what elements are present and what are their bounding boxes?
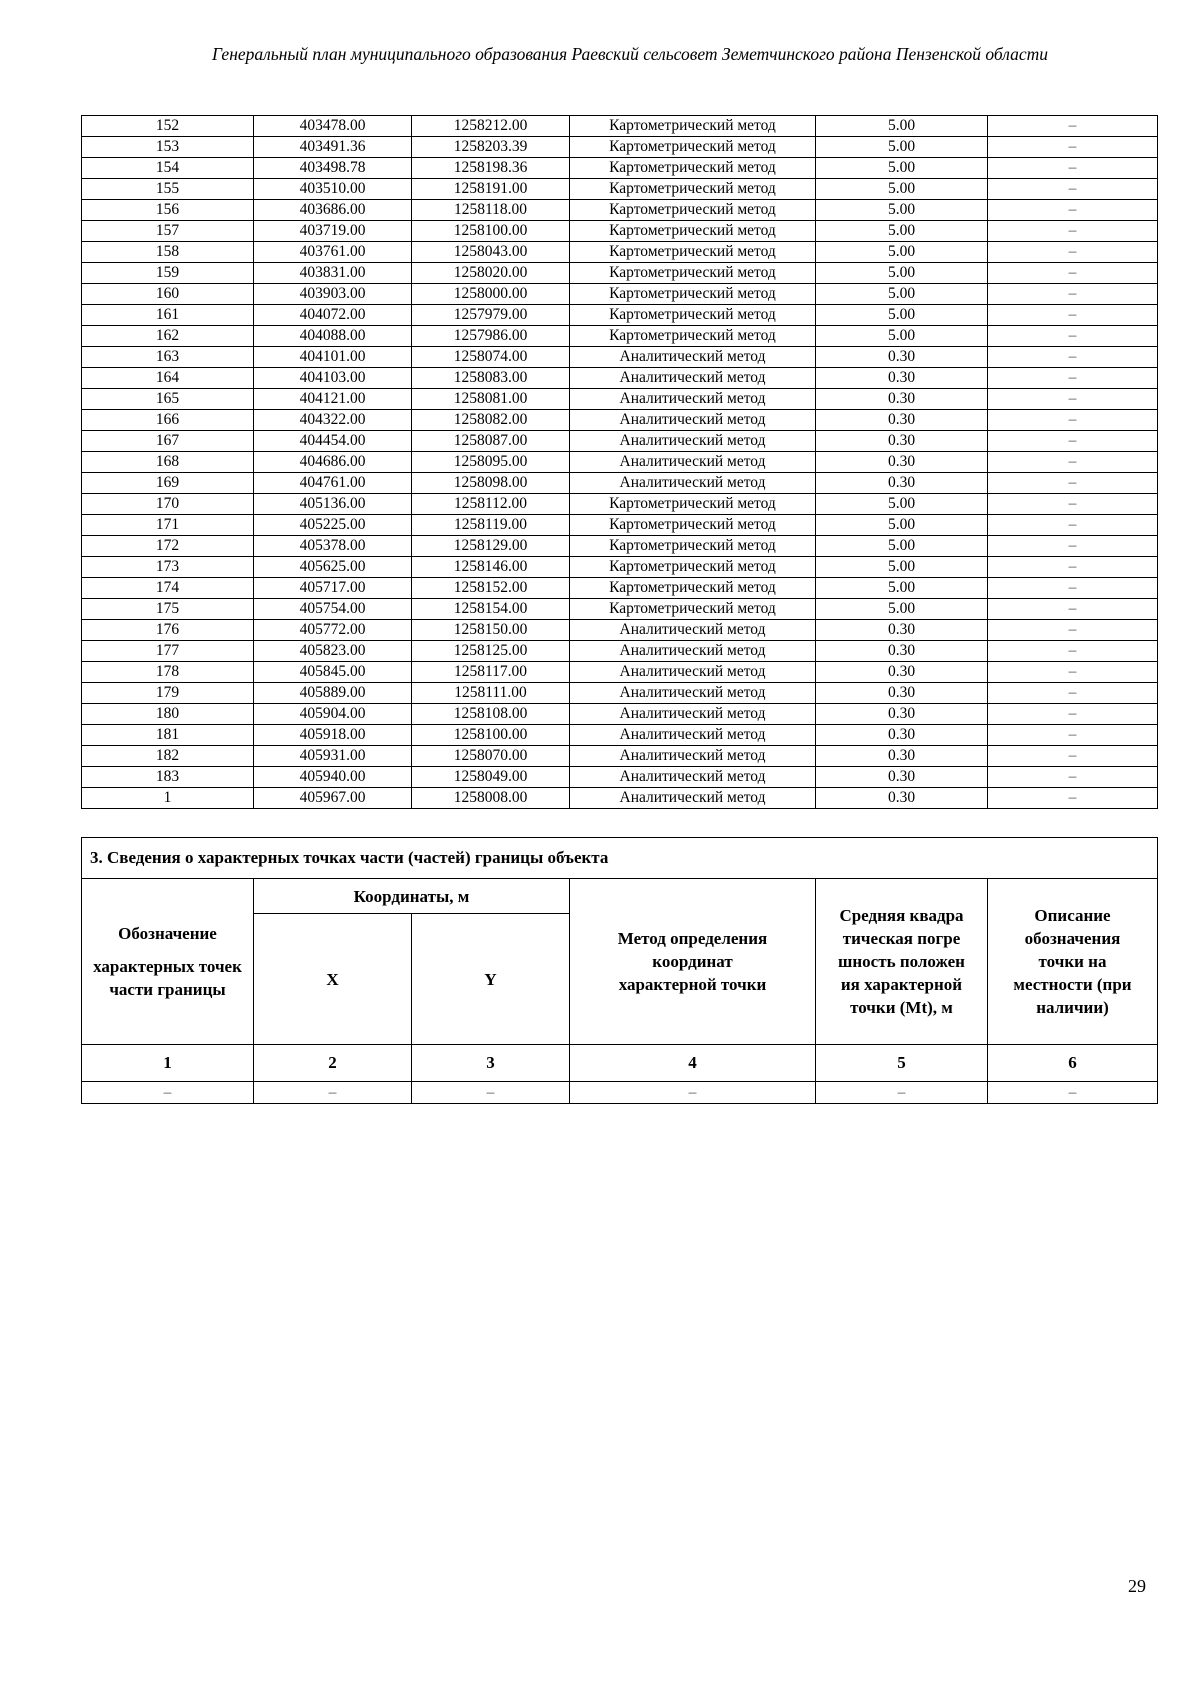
point-number-cell: 158 <box>82 242 254 263</box>
error-cell: 5.00 <box>816 599 988 620</box>
x-coordinate-cell: 403510.00 <box>254 179 412 200</box>
point-number-cell: 171 <box>82 515 254 536</box>
y-coordinate-cell: 1258198.36 <box>412 158 570 179</box>
table-row <box>82 242 1158 263</box>
description-cell: – <box>988 494 1158 515</box>
table-row <box>82 515 1158 536</box>
point-number-cell: 161 <box>82 305 254 326</box>
empty-cell: – <box>816 1082 988 1104</box>
y-coordinate-cell: 1258150.00 <box>412 620 570 641</box>
header-designation-line2: характерных точек части границы <box>93 957 242 999</box>
points-table-body <box>82 116 1158 809</box>
y-coordinate-cell: 1258154.00 <box>412 599 570 620</box>
point-number-cell: 181 <box>82 725 254 746</box>
document-header: Генеральный план муниципального образования Раевский сельсовет Земетчинского района Пензенской области <box>212 44 1048 64</box>
x-coordinate-cell: 405823.00 <box>254 641 412 662</box>
x-coordinate-cell: 403903.00 <box>254 284 412 305</box>
table-row <box>82 158 1158 179</box>
table-row <box>82 494 1158 515</box>
table-row <box>82 305 1158 326</box>
description-cell: – <box>988 368 1158 389</box>
method-cell: Аналитический метод <box>570 683 816 704</box>
empty-cell: – <box>82 1082 254 1104</box>
y-coordinate-cell: 1258152.00 <box>412 578 570 599</box>
empty-cell: – <box>570 1082 816 1104</box>
method-cell: Аналитический метод <box>570 788 816 809</box>
point-number-cell: 176 <box>82 620 254 641</box>
points-table <box>81 115 1158 809</box>
point-number-cell: 163 <box>82 347 254 368</box>
y-coordinate-cell: 1258111.00 <box>412 683 570 704</box>
y-coordinate-cell: 1258000.00 <box>412 284 570 305</box>
description-cell: – <box>988 557 1158 578</box>
point-number-cell: 166 <box>82 410 254 431</box>
column-numbers-row <box>82 1045 1158 1082</box>
x-coordinate-cell: 405754.00 <box>254 599 412 620</box>
point-number-cell: 153 <box>82 137 254 158</box>
table-row <box>82 137 1158 158</box>
table-row <box>82 326 1158 347</box>
error-cell: 0.30 <box>816 725 988 746</box>
point-number-cell: 180 <box>82 704 254 725</box>
header-y: Y <box>412 914 570 1045</box>
description-cell: – <box>988 452 1158 473</box>
table-row <box>82 746 1158 767</box>
error-cell: 0.30 <box>816 788 988 809</box>
description-cell: – <box>988 683 1158 704</box>
header-x: X <box>254 914 412 1045</box>
header-coordinates: Координаты, м <box>254 879 570 914</box>
x-coordinate-cell: 404761.00 <box>254 473 412 494</box>
y-coordinate-cell: 1258020.00 <box>412 263 570 284</box>
method-cell: Картометрический метод <box>570 284 816 305</box>
method-cell: Аналитический метод <box>570 347 816 368</box>
x-coordinate-cell: 404088.00 <box>254 326 412 347</box>
y-coordinate-cell: 1258100.00 <box>412 221 570 242</box>
error-cell: 5.00 <box>816 137 988 158</box>
empty-cell: – <box>988 1082 1158 1104</box>
table-row <box>82 389 1158 410</box>
description-cell: – <box>988 347 1158 368</box>
y-coordinate-cell: 1258043.00 <box>412 242 570 263</box>
error-cell: 5.00 <box>816 284 988 305</box>
y-coordinate-cell: 1258112.00 <box>412 494 570 515</box>
description-cell: – <box>988 662 1158 683</box>
method-cell: Картометрический метод <box>570 200 816 221</box>
y-coordinate-cell: 1258095.00 <box>412 452 570 473</box>
error-cell: 0.30 <box>816 683 988 704</box>
method-cell: Аналитический метод <box>570 746 816 767</box>
x-coordinate-cell: 405772.00 <box>254 620 412 641</box>
method-cell: Аналитический метод <box>570 725 816 746</box>
error-cell: 5.00 <box>816 515 988 536</box>
header-error: Средняя квадратическая погрешность положения характерной точки (Мt), м <box>816 879 988 1045</box>
table-row <box>82 557 1158 578</box>
error-cell: 0.30 <box>816 452 988 473</box>
method-cell: Картометрический метод <box>570 494 816 515</box>
method-cell: Аналитический метод <box>570 410 816 431</box>
y-coordinate-cell: 1257979.00 <box>412 305 570 326</box>
header-designation <box>82 879 254 1045</box>
y-coordinate-cell: 1258191.00 <box>412 179 570 200</box>
table-row <box>82 410 1158 431</box>
method-cell: Аналитический метод <box>570 662 816 683</box>
description-cell: – <box>988 641 1158 662</box>
section3-title: 3. Сведения о характерных точках части (частей) границы объекта <box>82 838 1158 879</box>
method-cell: Аналитический метод <box>570 641 816 662</box>
point-number-cell: 156 <box>82 200 254 221</box>
point-number-cell: 175 <box>82 599 254 620</box>
error-cell: 0.30 <box>816 704 988 725</box>
method-cell: Картометрический метод <box>570 263 816 284</box>
x-coordinate-cell: 405717.00 <box>254 578 412 599</box>
x-coordinate-cell: 405378.00 <box>254 536 412 557</box>
error-cell: 0.30 <box>816 473 988 494</box>
column-number: 5 <box>816 1045 988 1082</box>
point-number-cell: 164 <box>82 368 254 389</box>
table-row <box>82 683 1158 704</box>
column-number: 2 <box>254 1045 412 1082</box>
header-description: Описание обозначения точки на местности (при наличии) <box>988 879 1158 1045</box>
point-number-cell: 165 <box>82 389 254 410</box>
table-row <box>82 431 1158 452</box>
description-cell: – <box>988 704 1158 725</box>
x-coordinate-cell: 405940.00 <box>254 767 412 788</box>
method-cell: Картометрический метод <box>570 221 816 242</box>
y-coordinate-cell: 1258082.00 <box>412 410 570 431</box>
error-cell: 5.00 <box>816 116 988 137</box>
point-number-cell: 177 <box>82 641 254 662</box>
error-cell: 0.30 <box>816 767 988 788</box>
point-number-cell: 178 <box>82 662 254 683</box>
method-cell: Картометрический метод <box>570 578 816 599</box>
method-cell: Картометрический метод <box>570 599 816 620</box>
point-number-cell: 168 <box>82 452 254 473</box>
point-number-cell: 167 <box>82 431 254 452</box>
table-row <box>82 452 1158 473</box>
method-cell: Аналитический метод <box>570 767 816 788</box>
x-coordinate-cell: 405931.00 <box>254 746 412 767</box>
header-method: Метод определения координат характерной точки <box>570 879 816 1045</box>
y-coordinate-cell: 1258118.00 <box>412 200 570 221</box>
description-cell: – <box>988 263 1158 284</box>
x-coordinate-cell: 405136.00 <box>254 494 412 515</box>
error-cell: 0.30 <box>816 410 988 431</box>
method-cell: Картометрический метод <box>570 242 816 263</box>
x-coordinate-cell: 404686.00 <box>254 452 412 473</box>
point-number-cell: 157 <box>82 221 254 242</box>
description-cell: – <box>988 788 1158 809</box>
method-cell: Картометрический метод <box>570 158 816 179</box>
point-number-cell: 172 <box>82 536 254 557</box>
y-coordinate-cell: 1258125.00 <box>412 641 570 662</box>
x-coordinate-cell: 403686.00 <box>254 200 412 221</box>
description-cell: – <box>988 284 1158 305</box>
x-coordinate-cell: 403478.00 <box>254 116 412 137</box>
point-number-cell: 173 <box>82 557 254 578</box>
error-cell: 5.00 <box>816 557 988 578</box>
x-coordinate-cell: 404072.00 <box>254 305 412 326</box>
table-row <box>82 599 1158 620</box>
description-cell: – <box>988 725 1158 746</box>
error-cell: 5.00 <box>816 179 988 200</box>
method-cell: Аналитический метод <box>570 452 816 473</box>
description-cell: – <box>988 599 1158 620</box>
y-coordinate-cell: 1258098.00 <box>412 473 570 494</box>
description-cell: – <box>988 305 1158 326</box>
method-cell: Картометрический метод <box>570 326 816 347</box>
x-coordinate-cell: 404322.00 <box>254 410 412 431</box>
description-cell: – <box>988 620 1158 641</box>
error-cell: 5.00 <box>816 158 988 179</box>
y-coordinate-cell: 1258129.00 <box>412 536 570 557</box>
error-cell: 0.30 <box>816 662 988 683</box>
description-cell: – <box>988 410 1158 431</box>
error-cell: 0.30 <box>816 368 988 389</box>
error-cell: 5.00 <box>816 221 988 242</box>
method-cell: Аналитический метод <box>570 389 816 410</box>
x-coordinate-cell: 403498.78 <box>254 158 412 179</box>
point-number-cell: 169 <box>82 473 254 494</box>
method-cell: Картометрический метод <box>570 515 816 536</box>
table-row <box>82 788 1158 809</box>
table-row <box>82 200 1158 221</box>
table-row <box>82 662 1158 683</box>
y-coordinate-cell: 1258049.00 <box>412 767 570 788</box>
point-number-cell: 174 <box>82 578 254 599</box>
description-cell: – <box>988 200 1158 221</box>
method-cell: Аналитический метод <box>570 368 816 389</box>
description-cell: – <box>988 116 1158 137</box>
table-row <box>82 620 1158 641</box>
x-coordinate-cell: 403831.00 <box>254 263 412 284</box>
x-coordinate-cell: 405225.00 <box>254 515 412 536</box>
point-number-cell: 170 <box>82 494 254 515</box>
column-number: 1 <box>82 1045 254 1082</box>
point-number-cell: 1 <box>82 788 254 809</box>
x-coordinate-cell: 405918.00 <box>254 725 412 746</box>
point-number-cell: 160 <box>82 284 254 305</box>
point-number-cell: 155 <box>82 179 254 200</box>
y-coordinate-cell: 1258203.39 <box>412 137 570 158</box>
table-row <box>82 221 1158 242</box>
method-cell: Аналитический метод <box>570 431 816 452</box>
table-row <box>82 725 1158 746</box>
page-number: 29 <box>1128 1576 1146 1596</box>
x-coordinate-cell: 405625.00 <box>254 557 412 578</box>
description-cell: – <box>988 137 1158 158</box>
table-row <box>82 536 1158 557</box>
x-coordinate-cell: 403761.00 <box>254 242 412 263</box>
x-coordinate-cell: 405889.00 <box>254 683 412 704</box>
error-cell: 5.00 <box>816 578 988 599</box>
y-coordinate-cell: 1258081.00 <box>412 389 570 410</box>
description-cell: – <box>988 221 1158 242</box>
table-row <box>82 284 1158 305</box>
error-cell: 0.30 <box>816 431 988 452</box>
table-row <box>82 767 1158 788</box>
x-coordinate-cell: 405904.00 <box>254 704 412 725</box>
x-coordinate-cell: 403491.36 <box>254 137 412 158</box>
error-cell: 0.30 <box>816 641 988 662</box>
error-cell: 5.00 <box>816 305 988 326</box>
table-row <box>82 578 1158 599</box>
x-coordinate-cell: 405845.00 <box>254 662 412 683</box>
error-cell: 5.00 <box>816 263 988 284</box>
point-number-cell: 154 <box>82 158 254 179</box>
column-number: 6 <box>988 1045 1158 1082</box>
y-coordinate-cell: 1257986.00 <box>412 326 570 347</box>
error-cell: 5.00 <box>816 536 988 557</box>
table-row <box>82 704 1158 725</box>
method-cell: Картометрический метод <box>570 557 816 578</box>
x-coordinate-cell: 404103.00 <box>254 368 412 389</box>
error-cell: 5.00 <box>816 200 988 221</box>
empty-cell: – <box>412 1082 570 1104</box>
x-coordinate-cell: 404121.00 <box>254 389 412 410</box>
empty-cell: – <box>254 1082 412 1104</box>
error-cell: 0.30 <box>816 389 988 410</box>
method-cell: Картометрический метод <box>570 536 816 557</box>
column-number: 4 <box>570 1045 816 1082</box>
empty-data-row <box>82 1082 1158 1104</box>
method-cell: Аналитический метод <box>570 620 816 641</box>
description-cell: – <box>988 515 1158 536</box>
table-row <box>82 641 1158 662</box>
description-cell: – <box>988 431 1158 452</box>
error-cell: 0.30 <box>816 746 988 767</box>
y-coordinate-cell: 1258083.00 <box>412 368 570 389</box>
description-cell: – <box>988 536 1158 557</box>
y-coordinate-cell: 1258119.00 <box>412 515 570 536</box>
header-designation-line1: Обозначение <box>118 924 217 943</box>
point-number-cell: 162 <box>82 326 254 347</box>
table-row <box>82 179 1158 200</box>
point-number-cell: 179 <box>82 683 254 704</box>
description-cell: – <box>988 242 1158 263</box>
method-cell: Аналитический метод <box>570 704 816 725</box>
method-cell: Картометрический метод <box>570 305 816 326</box>
point-number-cell: 182 <box>82 746 254 767</box>
description-cell: – <box>988 179 1158 200</box>
description-cell: – <box>988 767 1158 788</box>
description-cell: – <box>988 158 1158 179</box>
column-number: 3 <box>412 1045 570 1082</box>
point-number-cell: 152 <box>82 116 254 137</box>
method-cell: Картометрический метод <box>570 179 816 200</box>
table-row <box>82 116 1158 137</box>
y-coordinate-cell: 1258108.00 <box>412 704 570 725</box>
y-coordinate-cell: 1258100.00 <box>412 725 570 746</box>
x-coordinate-cell: 404101.00 <box>254 347 412 368</box>
method-cell: Картометрический метод <box>570 137 816 158</box>
method-cell: Картометрический метод <box>570 116 816 137</box>
description-cell: – <box>988 473 1158 494</box>
error-cell: 0.30 <box>816 347 988 368</box>
y-coordinate-cell: 1258074.00 <box>412 347 570 368</box>
y-coordinate-cell: 1258087.00 <box>412 431 570 452</box>
description-cell: – <box>988 389 1158 410</box>
table-row <box>82 473 1158 494</box>
y-coordinate-cell: 1258146.00 <box>412 557 570 578</box>
x-coordinate-cell: 405967.00 <box>254 788 412 809</box>
point-number-cell: 159 <box>82 263 254 284</box>
error-cell: 5.00 <box>816 242 988 263</box>
method-cell: Аналитический метод <box>570 473 816 494</box>
point-number-cell: 183 <box>82 767 254 788</box>
y-coordinate-cell: 1258212.00 <box>412 116 570 137</box>
x-coordinate-cell: 404454.00 <box>254 431 412 452</box>
y-coordinate-cell: 1258008.00 <box>412 788 570 809</box>
table-row <box>82 368 1158 389</box>
error-cell: 5.00 <box>816 494 988 515</box>
error-cell: 5.00 <box>816 326 988 347</box>
description-cell: – <box>988 746 1158 767</box>
y-coordinate-cell: 1258070.00 <box>412 746 570 767</box>
description-cell: – <box>988 578 1158 599</box>
table-row <box>82 263 1158 284</box>
table-row <box>82 347 1158 368</box>
y-coordinate-cell: 1258117.00 <box>412 662 570 683</box>
error-cell: 0.30 <box>816 620 988 641</box>
x-coordinate-cell: 403719.00 <box>254 221 412 242</box>
description-cell: – <box>988 326 1158 347</box>
section3-table <box>81 837 1158 1104</box>
